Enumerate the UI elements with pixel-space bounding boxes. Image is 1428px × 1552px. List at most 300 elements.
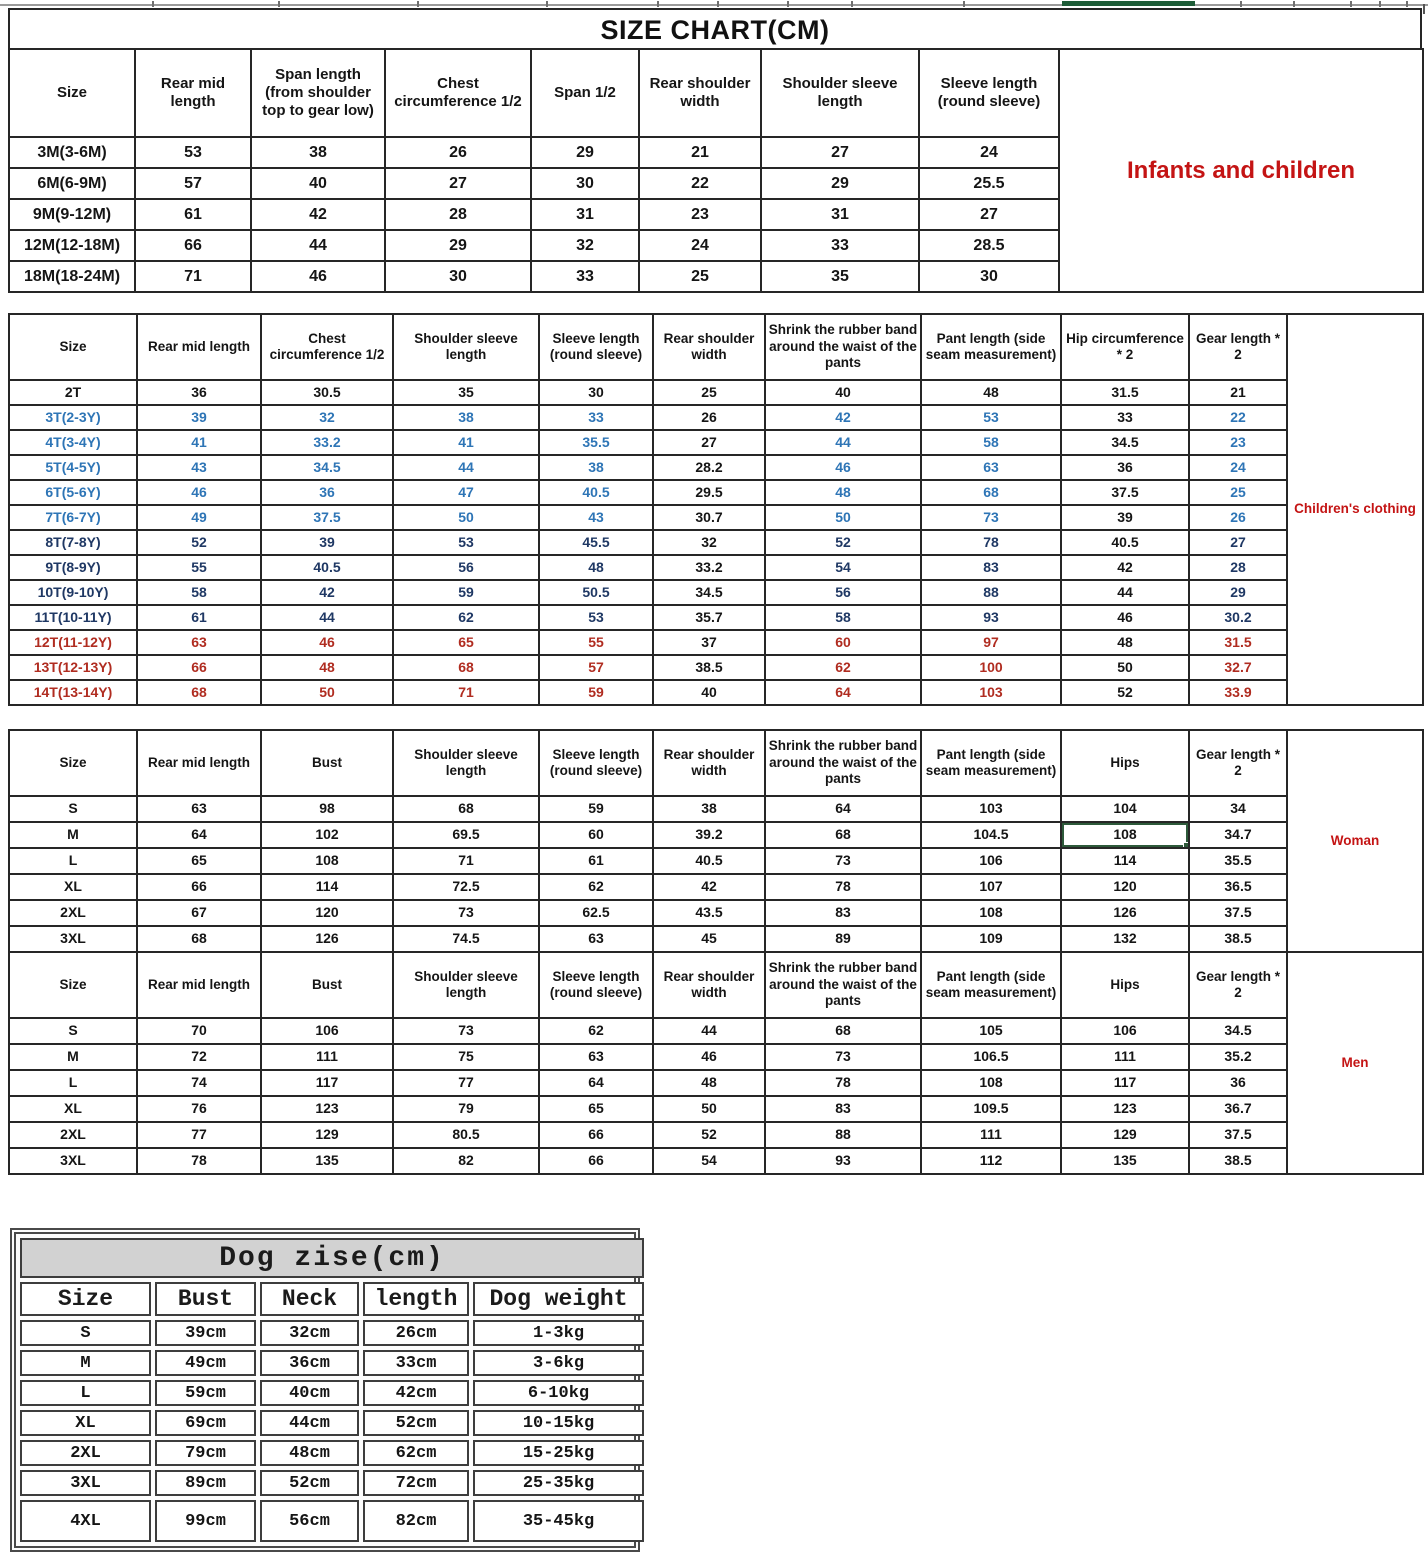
data-row	[9, 555, 1423, 580]
column-header: Shoulder sleeve length	[393, 952, 539, 1018]
value-cell: 68	[765, 1018, 921, 1044]
value-cell: 41	[393, 430, 539, 455]
column-header: Bust	[155, 1282, 256, 1316]
value-cell: 6-10kg	[473, 1380, 644, 1406]
value-cell: 30	[539, 380, 653, 405]
data-row	[20, 1440, 644, 1466]
column-header: Hip circumference * 2	[1061, 314, 1189, 380]
value-cell: 45	[653, 926, 765, 952]
column-edge-tick	[851, 1, 853, 7]
value-cell: 65	[539, 1096, 653, 1122]
value-cell: 77	[393, 1070, 539, 1096]
value-cell: 38.5	[653, 655, 765, 680]
value-cell: 36	[261, 480, 393, 505]
size-cell: M	[9, 1044, 137, 1070]
value-cell: 40.5	[539, 480, 653, 505]
value-cell: 33.2	[261, 430, 393, 455]
value-cell: 29	[761, 168, 919, 199]
value-cell: 36.5	[1189, 874, 1287, 900]
value-cell: 129	[261, 1122, 393, 1148]
value-cell: 54	[653, 1148, 765, 1174]
value-cell: 89cm	[155, 1470, 256, 1496]
value-cell: 78	[765, 1070, 921, 1096]
column-edge-tick	[1240, 1, 1242, 7]
value-cell: 42	[251, 199, 385, 230]
size-cell: 3T(2-3Y)	[9, 405, 137, 430]
value-cell: 79cm	[155, 1440, 256, 1466]
value-cell: 56	[393, 555, 539, 580]
size-cell: 4T(3-4Y)	[9, 430, 137, 455]
value-cell: 24	[639, 230, 761, 261]
value-cell: 62	[765, 655, 921, 680]
value-cell: 117	[1061, 1070, 1189, 1096]
size-cell: 11T(10-11Y)	[9, 605, 137, 630]
value-cell: 42	[653, 874, 765, 900]
value-cell: 98	[261, 796, 393, 822]
value-cell: 129	[1061, 1122, 1189, 1148]
value-cell: 66	[539, 1122, 653, 1148]
value-cell: 68	[393, 655, 539, 680]
value-cell: 48cm	[260, 1440, 359, 1466]
value-cell: 120	[1061, 874, 1189, 900]
value-cell: 61	[135, 199, 251, 230]
size-cell: 2T	[9, 380, 137, 405]
value-cell: 78	[765, 874, 921, 900]
size-cell: 3M(3-6M)	[9, 137, 135, 168]
value-cell: 79	[393, 1096, 539, 1122]
value-cell: 114	[261, 874, 393, 900]
value-cell: 88	[765, 1122, 921, 1148]
value-cell: 71	[393, 848, 539, 874]
column-header: Shoulder sleeve length	[393, 314, 539, 380]
column-header: Bust	[261, 730, 393, 796]
header-row	[9, 49, 1423, 137]
value-cell: 62	[393, 605, 539, 630]
value-cell: 106.5	[921, 1044, 1061, 1070]
value-cell: 24	[919, 137, 1059, 168]
data-row	[9, 630, 1423, 655]
value-cell: 44	[261, 605, 393, 630]
column-header: Size	[9, 314, 137, 380]
column-header: Neck	[260, 1282, 359, 1316]
value-cell: 71	[393, 680, 539, 705]
value-cell: 88	[921, 580, 1061, 605]
value-cell: 53	[921, 405, 1061, 430]
value-cell: 62	[539, 874, 653, 900]
column-edge-tick	[1350, 1, 1352, 7]
value-cell: 63	[539, 1044, 653, 1070]
value-cell: 15-25kg	[473, 1440, 644, 1466]
size-cell: 6M(6-9M)	[9, 168, 135, 199]
column-header: Chest circumference 1/2	[261, 314, 393, 380]
data-row	[9, 680, 1423, 705]
value-cell: 38	[393, 405, 539, 430]
column-header: Span 1/2	[531, 49, 639, 137]
header-row	[20, 1282, 644, 1316]
size-cell: S	[20, 1320, 151, 1346]
value-cell: 31	[531, 199, 639, 230]
value-cell: 36	[1061, 455, 1189, 480]
value-cell: 46	[1061, 605, 1189, 630]
value-cell: 108	[261, 848, 393, 874]
dog-table-title: Dog zise(cm)	[20, 1238, 644, 1278]
value-cell: 29	[531, 137, 639, 168]
value-cell: 135	[1061, 1148, 1189, 1174]
value-cell: 31	[761, 199, 919, 230]
data-row	[9, 430, 1423, 455]
data-row	[20, 1500, 644, 1542]
data-row	[9, 655, 1423, 680]
value-cell: 40	[765, 380, 921, 405]
value-cell: 40	[653, 680, 765, 705]
value-cell: 25	[653, 380, 765, 405]
size-cell: 10T(9-10Y)	[9, 580, 137, 605]
column-header: Shrink the rubber band around the waist of the pants	[765, 730, 921, 796]
column-header: Rear mid length	[135, 49, 251, 137]
value-cell: 27	[1189, 530, 1287, 555]
value-cell: 73	[765, 848, 921, 874]
column-header: Shrink the rubber band around the waist of the pants	[765, 952, 921, 1018]
value-cell: 34.5	[1061, 430, 1189, 455]
size-cell: 5T(4-5Y)	[9, 455, 137, 480]
column-header: Sleeve length (round sleeve)	[539, 730, 653, 796]
value-cell: 30	[385, 261, 531, 292]
value-cell: 10-15kg	[473, 1410, 644, 1436]
value-cell: 24	[1189, 455, 1287, 480]
size-cell: L	[9, 848, 137, 874]
value-cell: 63	[137, 630, 261, 655]
size-cell: 9T(8-9Y)	[9, 555, 137, 580]
value-cell: 26	[1189, 505, 1287, 530]
data-row	[9, 1070, 1423, 1096]
value-cell: 103	[921, 680, 1061, 705]
value-cell: 34.7	[1189, 822, 1287, 848]
value-cell: 25.5	[919, 168, 1059, 199]
value-cell: 73	[393, 1018, 539, 1044]
value-cell: 68	[137, 926, 261, 952]
woman-size-table	[8, 729, 1424, 953]
value-cell: 44	[1061, 580, 1189, 605]
dog-size-table	[16, 1234, 648, 1546]
value-cell: 49	[137, 505, 261, 530]
value-cell: 104	[1061, 796, 1189, 822]
value-cell: 52	[653, 1122, 765, 1148]
value-cell: 48	[765, 480, 921, 505]
group-label: Woman	[1287, 730, 1423, 952]
value-cell: 42cm	[363, 1380, 469, 1406]
data-row	[9, 796, 1423, 822]
value-cell: 76	[137, 1096, 261, 1122]
value-cell: 59cm	[155, 1380, 256, 1406]
value-cell: 123	[261, 1096, 393, 1122]
column-header: Gear length * 2	[1189, 314, 1287, 380]
value-cell: 44	[393, 455, 539, 480]
column-header: Size	[9, 952, 137, 1018]
value-cell: 61	[539, 848, 653, 874]
value-cell: 21	[639, 137, 761, 168]
data-row	[20, 1380, 644, 1406]
column-header: Pant length (side seam measurement)	[921, 730, 1061, 796]
data-row	[9, 1148, 1423, 1174]
value-cell: 52	[137, 530, 261, 555]
value-cell: 34	[1189, 796, 1287, 822]
column-header: Sleeve length (round sleeve)	[539, 952, 653, 1018]
value-cell: 64	[765, 796, 921, 822]
value-cell: 34.5	[653, 580, 765, 605]
column-edge-tick	[546, 1, 548, 7]
value-cell: 73	[921, 505, 1061, 530]
value-cell: 30	[919, 261, 1059, 292]
value-cell: 99cm	[155, 1500, 256, 1542]
column-header: Shrink the rubber band around the waist of the pants	[765, 314, 921, 380]
value-cell: 111	[261, 1044, 393, 1070]
size-cell: 6T(5-6Y)	[9, 480, 137, 505]
value-cell: 56	[765, 580, 921, 605]
data-row	[20, 1320, 644, 1346]
dog-size-table-frame	[10, 1228, 640, 1552]
value-cell: 39.2	[653, 822, 765, 848]
column-header: Rear mid length	[137, 314, 261, 380]
value-cell: 75	[393, 1044, 539, 1070]
value-cell: 45.5	[539, 530, 653, 555]
value-cell: 67	[137, 900, 261, 926]
value-cell: 21	[1189, 380, 1287, 405]
value-cell: 55	[137, 555, 261, 580]
value-cell: 33	[761, 230, 919, 261]
value-cell: 62.5	[539, 900, 653, 926]
size-cell: 3XL	[20, 1470, 151, 1496]
value-cell: 46	[653, 1044, 765, 1070]
column-header: Size	[20, 1282, 151, 1316]
column-header: Pant length (side seam measurement)	[921, 952, 1061, 1018]
value-cell: 68	[393, 796, 539, 822]
value-cell: 35	[393, 380, 539, 405]
column-header: Size	[9, 49, 135, 137]
size-cell: 12T(11-12Y)	[9, 630, 137, 655]
selected-column-indicator	[1062, 1, 1195, 6]
value-cell: 33.9	[1189, 680, 1287, 705]
value-cell: 126	[261, 926, 393, 952]
column-header: Sleeve length (round sleeve)	[539, 314, 653, 380]
value-cell: 34.5	[1189, 1018, 1287, 1044]
data-row	[9, 900, 1423, 926]
value-cell: 48	[261, 655, 393, 680]
column-header: Shoulder sleeve length	[393, 730, 539, 796]
value-cell: 46	[251, 261, 385, 292]
group-label: Children's clothing	[1287, 314, 1423, 705]
value-cell: 36	[1189, 1070, 1287, 1096]
value-cell: 43.5	[653, 900, 765, 926]
value-cell: 120	[261, 900, 393, 926]
value-cell: 83	[921, 555, 1061, 580]
value-cell: 33.2	[653, 555, 765, 580]
value-cell: 64	[137, 822, 261, 848]
group-label: Infants and children	[1059, 49, 1423, 292]
data-row	[9, 605, 1423, 630]
value-cell: 33	[531, 261, 639, 292]
value-cell: 103	[921, 796, 1061, 822]
value-cell: 93	[765, 1148, 921, 1174]
column-header: Size	[9, 730, 137, 796]
value-cell: 40.5	[1061, 530, 1189, 555]
value-cell: 42	[765, 405, 921, 430]
value-cell: 46	[261, 630, 393, 655]
value-cell: 50	[1061, 655, 1189, 680]
table-title-row	[20, 1238, 644, 1278]
data-row	[9, 380, 1423, 405]
value-cell: 28.2	[653, 455, 765, 480]
value-cell: 28	[1189, 555, 1287, 580]
data-row	[9, 580, 1423, 605]
column-header: Rear mid length	[137, 730, 261, 796]
value-cell: 123	[1061, 1096, 1189, 1122]
value-cell: 59	[539, 796, 653, 822]
value-cell: 89	[765, 926, 921, 952]
value-cell: 57	[539, 655, 653, 680]
header-row	[9, 952, 1423, 1018]
value-cell: 106	[1061, 1018, 1189, 1044]
value-cell: 30.2	[1189, 605, 1287, 630]
value-cell: 28	[385, 199, 531, 230]
value-cell: 38	[653, 796, 765, 822]
value-cell: 27	[653, 430, 765, 455]
value-cell: 109	[921, 926, 1061, 952]
value-cell: 68	[137, 680, 261, 705]
value-cell: 58	[765, 605, 921, 630]
size-cell: XL	[9, 874, 137, 900]
value-cell: 62cm	[363, 1440, 469, 1466]
value-cell: 57	[135, 168, 251, 199]
value-cell: 50	[765, 505, 921, 530]
value-cell: 40.5	[261, 555, 393, 580]
value-cell: 55	[539, 630, 653, 655]
size-cell: S	[9, 1018, 137, 1044]
value-cell: 54	[765, 555, 921, 580]
value-cell: 27	[919, 199, 1059, 230]
value-cell: 53	[393, 530, 539, 555]
value-cell: 63	[539, 926, 653, 952]
column-header: Span length (from shoulder top to gear low)	[251, 49, 385, 137]
value-cell: 66	[539, 1148, 653, 1174]
column-header: Shoulder sleeve length	[761, 49, 919, 137]
spreadsheet-top-edge	[0, 0, 1428, 7]
value-cell: 38.5	[1189, 1148, 1287, 1174]
value-cell: 27	[385, 168, 531, 199]
data-row	[9, 530, 1423, 555]
value-cell: 1-3kg	[473, 1320, 644, 1346]
size-cell: 13T(12-13Y)	[9, 655, 137, 680]
value-cell: 49cm	[155, 1350, 256, 1376]
value-cell: 22	[1189, 405, 1287, 430]
value-cell: 44cm	[260, 1410, 359, 1436]
value-cell: 74.5	[393, 926, 539, 952]
size-cell: 18M(18-24M)	[9, 261, 135, 292]
data-row	[9, 505, 1423, 530]
value-cell: 50	[261, 680, 393, 705]
value-cell: 22	[639, 168, 761, 199]
value-cell: 58	[921, 430, 1061, 455]
column-edge-tick	[152, 1, 154, 7]
value-cell: 72.5	[393, 874, 539, 900]
column-edge-tick	[417, 1, 419, 7]
value-cell: 69cm	[155, 1410, 256, 1436]
value-cell: 72cm	[363, 1470, 469, 1496]
size-cell: 7T(6-7Y)	[9, 505, 137, 530]
value-cell: 32cm	[260, 1320, 359, 1346]
value-cell: 33	[539, 405, 653, 430]
value-cell: 68	[765, 822, 921, 848]
value-cell: 50.5	[539, 580, 653, 605]
value-cell: 39	[137, 405, 261, 430]
column-edge-tick	[657, 1, 659, 7]
value-cell: 66	[137, 874, 261, 900]
value-cell: 39	[1061, 505, 1189, 530]
data-row	[9, 455, 1423, 480]
value-cell: 35.7	[653, 605, 765, 630]
size-cell: 14T(13-14Y)	[9, 680, 137, 705]
value-cell: 126	[1061, 900, 1189, 926]
value-cell: 80.5	[393, 1122, 539, 1148]
value-cell: 35-45kg	[473, 1500, 644, 1542]
value-cell: 38	[539, 455, 653, 480]
header-row	[9, 730, 1423, 796]
value-cell: 33cm	[363, 1350, 469, 1376]
value-cell: 37.5	[1061, 480, 1189, 505]
column-header: Hips	[1061, 952, 1189, 1018]
size-cell: 9M(9-12M)	[9, 199, 135, 230]
size-cell: L	[9, 1070, 137, 1096]
value-cell: 60	[539, 822, 653, 848]
value-cell: 27	[761, 137, 919, 168]
group-label: Men	[1287, 952, 1423, 1174]
value-cell: 108	[921, 1070, 1061, 1096]
value-cell: 77	[137, 1122, 261, 1148]
value-cell: 58	[137, 580, 261, 605]
value-cell: 50	[393, 505, 539, 530]
value-cell: 106	[921, 848, 1061, 874]
value-cell: 107	[921, 874, 1061, 900]
value-cell: 35.2	[1189, 1044, 1287, 1070]
column-header: Rear shoulder width	[653, 314, 765, 380]
value-cell: 48	[653, 1070, 765, 1096]
value-cell: 40cm	[260, 1380, 359, 1406]
value-cell: 37.5	[1189, 1122, 1287, 1148]
column-edge-tick	[717, 1, 719, 7]
column-edge-tick	[787, 1, 789, 7]
column-edge-tick	[1406, 1, 1408, 7]
data-row	[9, 405, 1423, 430]
value-cell: 83	[765, 900, 921, 926]
value-cell: 25-35kg	[473, 1470, 644, 1496]
value-cell: 37.5	[1189, 900, 1287, 926]
value-cell: 26	[385, 137, 531, 168]
size-cell: XL	[9, 1096, 137, 1122]
data-row	[20, 1410, 644, 1436]
value-cell: 36.7	[1189, 1096, 1287, 1122]
value-cell: 52	[765, 530, 921, 555]
size-cell: S	[9, 796, 137, 822]
value-cell: 38.5	[1189, 926, 1287, 952]
value-cell: 73	[393, 900, 539, 926]
value-cell: 33	[1061, 405, 1189, 430]
value-cell: 108	[1061, 822, 1189, 848]
size-cell: 4XL	[20, 1500, 151, 1542]
value-cell: 66	[135, 230, 251, 261]
value-cell: 35.5	[539, 430, 653, 455]
value-cell: 70	[137, 1018, 261, 1044]
data-row	[9, 822, 1423, 848]
value-cell: 59	[539, 680, 653, 705]
